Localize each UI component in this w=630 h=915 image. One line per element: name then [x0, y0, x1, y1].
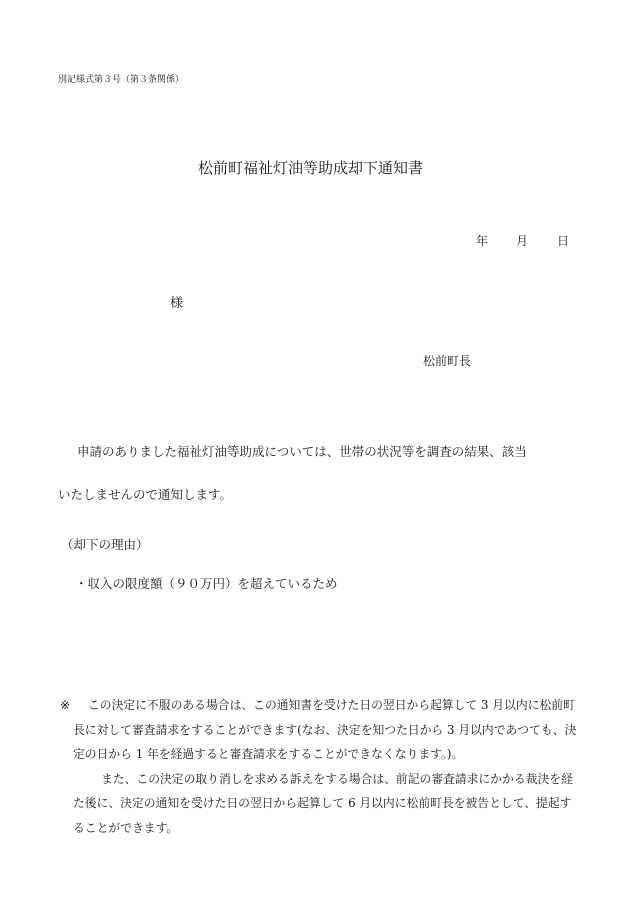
appeal-notice-paragraph-1: この決定に不服のある場合は、この通知書を受けた日の翌日から起算して 3 月以内に松前町長に対して審査請求をすることができます(なお、決定を知つた日から 3 月以内であつても、決定の日から 1 年を経過すると審査請求をすることができなくなります。)。 — [73, 698, 577, 761]
addressee-honorific: 様 — [170, 296, 184, 311]
date-day-label: 日 — [557, 234, 570, 248]
body-text-line-2: いたしませんので通知します。 — [58, 487, 233, 502]
reason-heading: （却下の理由） — [61, 537, 149, 552]
appeal-notice-paragraph-2: また、この決定の取り消しを求める訴えをする場合は、前記の審査請求にかかる裁決を経た後に、決定の通知を受けた日の翌日から起算して 6 月以内に松前町長を被告として、提起することができます。 — [73, 771, 573, 835]
date-month-label: 月 — [516, 234, 529, 248]
issuer-name: 松前町長 — [423, 354, 472, 368]
reason-item: ・収入の限度額（９０万円）を超えているため — [75, 576, 338, 591]
date-year-label: 年 — [476, 234, 489, 248]
note-mark: ※ — [60, 698, 70, 712]
form-number-label: 別記様式第３号（第３条関係） — [58, 75, 185, 85]
document-title: 松前町福祉灯油等助成却下通知書 — [198, 159, 424, 177]
appeal-notice — [60, 693, 580, 840]
body-text-line-1: 申請のありました福祉灯油等助成については、世帯の状況等を調査の結果、該当 — [77, 444, 527, 459]
